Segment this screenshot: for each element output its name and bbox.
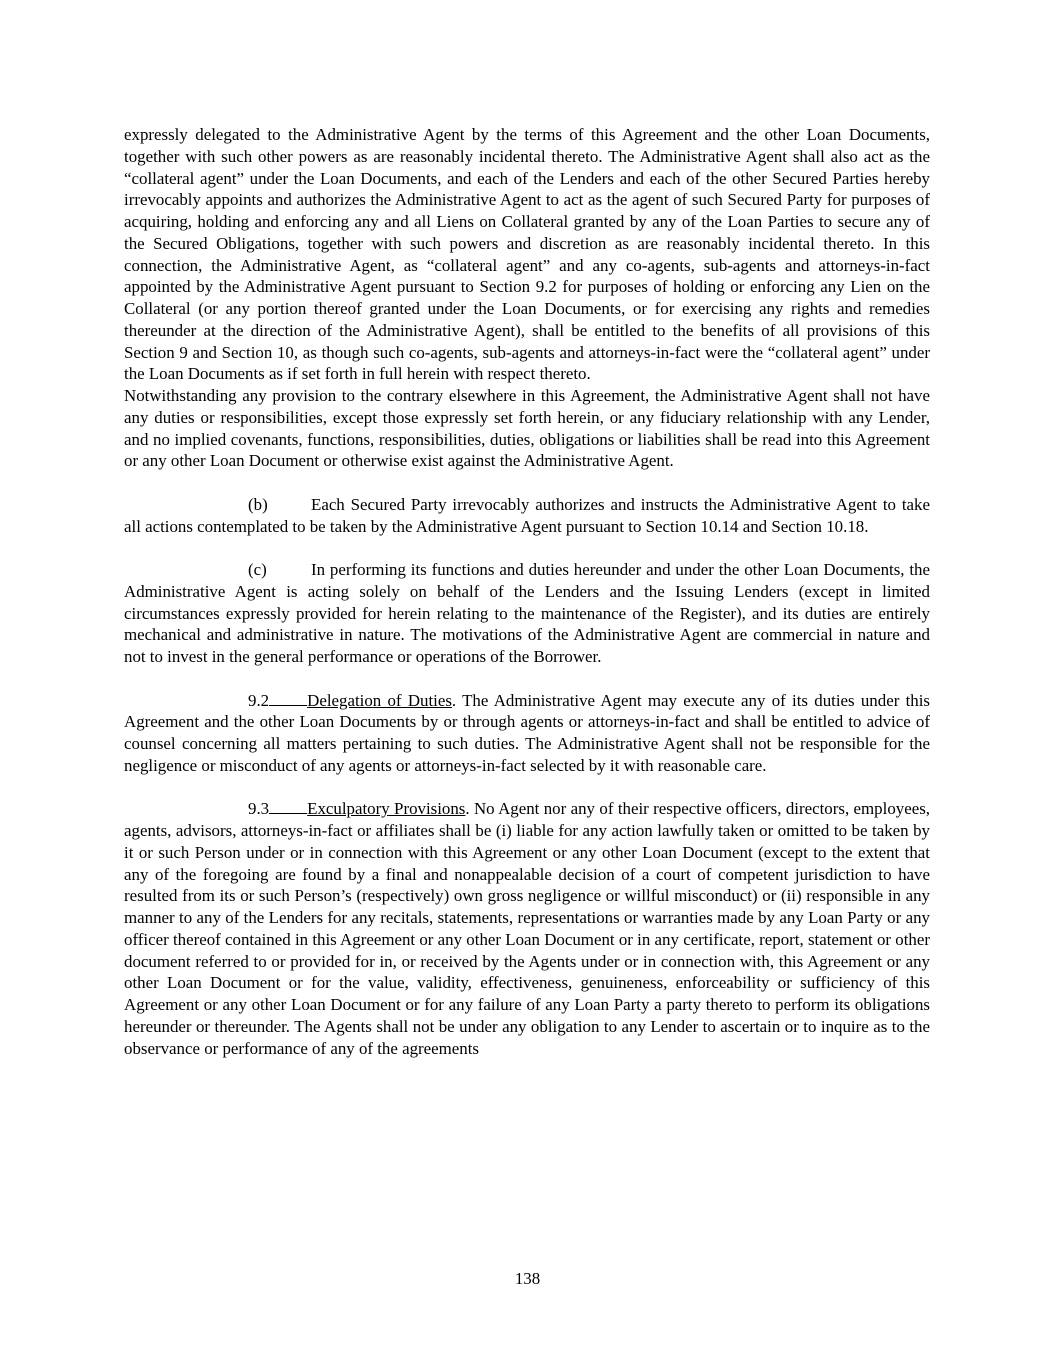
page-number: 138 xyxy=(514,1269,541,1288)
paragraph-continuation xyxy=(124,124,930,472)
paragraph-text: expressly delegated to the Administrative Agent by the terms of this Agreement and the other Loan Documents, together with such other powers as are reasonably incidental thereto. The Administrative Agent shall also act as the “collateral agent” under the Loan Documents, and each of the Lenders and each of the other Secured Parties hereby irrevocably appoints and authorizes the Administrative Agent to act as the agent of such Secured Party for purposes of acquiring, holding and enforcing any and all Liens on Collateral granted by any of the Loan Parties to secure any of the Secured Obligations, together with such powers and discretion as are reasonably incidental thereto. In this connection, the Administrative Agent, as “collateral agent” and any co-agents, sub-agents and attorneys-in-fact appointed by the Administrative Agent pursuant to Section 9.2 for purposes of holding or enforcing any Lien on the Collateral (or any portion thereof granted under the Loan Documents, or for exercising any rights and remedies thereunder at the direction of the Administrative Agent), shall be entitled to the benefits of all provisions of this Section 9 and Section 10, as though such co-agents, sub-agents and attorneys-in-fact were the “collateral agent” under the Loan Documents as if set forth in full herein with respect thereto. xyxy=(124,125,930,384)
paragraph-b xyxy=(124,494,930,538)
paragraph-text: . The Administrative Agent may execute any of its duties under this Agreement and the other Loan Documents by or through agents or attorneys-in-fact and shall be entitled to advice of counsel concerning all matters pertaining to such duties. The Administrative Agent shall not be responsible for the negligence or misconduct of any agents or attorneys-in-fact selected by it with reasonable care. xyxy=(124,690,930,775)
paragraph-text: Each Secured Party irrevocably authorizes and instructs the Administrative Agent to take all actions contemplated to be taken by the Administrative Agent pursuant to Section 10.14 and Section 10.18. xyxy=(124,494,930,536)
paragraph-text: In performing its functions and duties hereunder and under the other Loan Documents, the Administrative Agent is acting solely on behalf of the Lenders and the Issuing Lenders (except in limited circumstances expressly provided for herein relating to the maintenance of the Register), and its duties are entirely mechanical and administrative in nature. The motivations of the Administrative Agent are commercial in nature and not to invest in the general performance or operations of the Borrower. xyxy=(124,560,930,666)
section-number: 9.3 xyxy=(248,799,270,819)
section-9-2 xyxy=(124,690,930,777)
section-9-3 xyxy=(124,798,930,1059)
paragraph-c xyxy=(124,559,930,668)
paragraph-text-notwithstanding: Notwithstanding any provision to the contrary elsewhere in this Agreement, the Administrative Agent shall not have any duties or responsibilities, except those expressly set forth herein, or any fiduciary relationship with any Lender, and no implied covenants, functions, responsibilities, duties, obligations or liabilities shall be read into this Agreement or any other Loan Document or otherwise exist against the Administrative Agent. xyxy=(124,386,930,471)
clause-number: (b) xyxy=(248,494,268,514)
section-heading: Exculpatory Provisions xyxy=(307,799,466,819)
clause-number: (c) xyxy=(248,560,267,579)
heading-underline-gap xyxy=(269,799,307,814)
section-number: 9.2 xyxy=(248,690,270,710)
section-heading: Delegation of Duties xyxy=(307,690,452,710)
heading-underline-gap xyxy=(269,691,307,706)
paragraph-text: . No Agent nor any of their respective officers, directors, employees, agents, advisors, attorneys-in-fact or affiliates shall be (i) liable for any action lawfully taken or omitted to be taken by it or such Person under or in connection with this Agreement or any other Loan Document (except to the extent that any of the foregoing are found by a final and nonappealable decision of a court of competent jurisdiction to have resulted from its or such Person’s (respectively) own gross negligence or willful misconduct) or (ii) responsible in any manner to any of the Lenders for any recitals, statements, representations or warranties made by any Loan Party or any officer thereof contained in this Agreement or any other Loan Document or in any certificate, report, statement or other document referred to or provided for in, or received by the Agents under or in connection with, this Agreement or any other Loan Document or for the value, validity, effectiveness, genuineness, enforceability or sufficiency of this Agreement or any other Loan Document or for any failure of any Loan Party a party thereto to perform its obligations hereunder or thereunder. The Agents shall not be under any obligation to any Lender to ascertain or to inquire as to the observance or performance of any of the agreements xyxy=(124,799,931,1058)
document-body xyxy=(124,124,930,1081)
